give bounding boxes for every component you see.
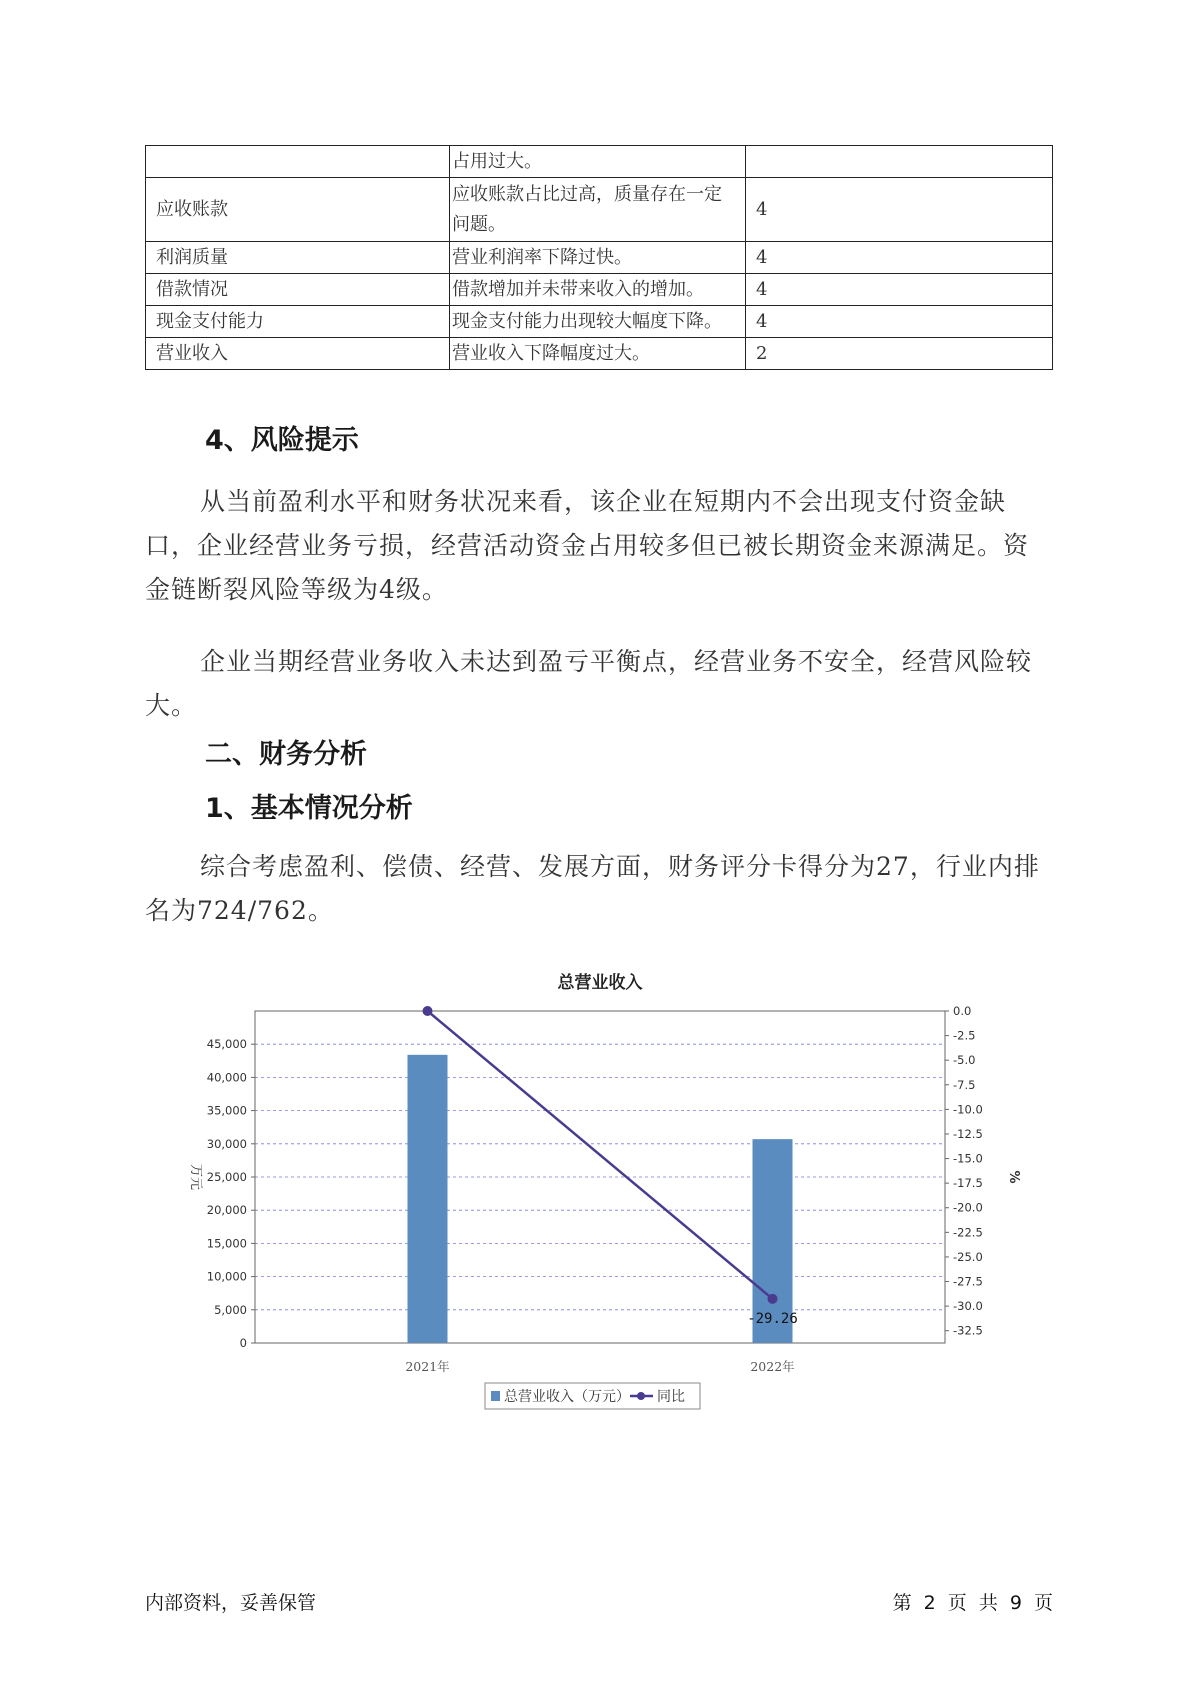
y-tick-label: 0 bbox=[239, 1336, 247, 1350]
risk-item-name bbox=[146, 146, 450, 178]
y2-tick-label: -30.0 bbox=[953, 1299, 983, 1314]
basic-analysis-heading: 1、基本情况分析 bbox=[205, 793, 413, 824]
legend-bar-swatch bbox=[491, 1391, 500, 1401]
yoy-line bbox=[428, 1011, 773, 1299]
yoy-data-label: -29.26 bbox=[747, 1310, 798, 1327]
footer-confidential: 内部资料，妥善保管 bbox=[145, 1592, 317, 1614]
y-tick-label: 10,000 bbox=[206, 1269, 247, 1284]
y-tick-label: 40,000 bbox=[206, 1070, 247, 1085]
risk-heading: 4、风险提示 bbox=[205, 425, 359, 456]
risk-item-description: 营业收入下降幅度过大。 bbox=[450, 338, 746, 370]
legend-line-marker bbox=[637, 1392, 645, 1400]
risk-item-score: 4 bbox=[746, 274, 1053, 306]
risk-table-row bbox=[146, 146, 1053, 178]
y2-tick-label: -17.5 bbox=[953, 1176, 983, 1191]
risk-table-row bbox=[146, 338, 1053, 370]
risk-paragraph-1: 从当前盈利水平和财务状况来看，该企业在短期内不会出现支付资金缺口，企业经营业务亏损，经营活动资金占用较多但已被长期资金来源满足。资金链断裂风险等级为4级。 bbox=[145, 487, 1030, 604]
y2-tick-label: -5.0 bbox=[953, 1053, 976, 1068]
financial-analysis-heading: 二、财务分析 bbox=[205, 739, 367, 770]
legend-line-label: 同比 bbox=[657, 1389, 685, 1405]
y2-tick-label: -12.5 bbox=[953, 1126, 983, 1141]
risk-item-score: 4 bbox=[746, 306, 1053, 338]
y-tick-label: 30,000 bbox=[206, 1136, 247, 1151]
risk-item-name: 借款情况 bbox=[146, 274, 450, 306]
risk-item-description: 借款增加并未带来收入的增加。 bbox=[450, 274, 746, 306]
y-tick-label: 15,000 bbox=[206, 1236, 247, 1251]
y2-tick-label: -32.5 bbox=[953, 1323, 983, 1338]
legend-bar-label: 总营业收入（万元） bbox=[504, 1389, 630, 1405]
x-tick-label: 2021年 bbox=[405, 1359, 450, 1374]
y-axis-label: 万元 bbox=[188, 1163, 203, 1191]
risk-item-description: 现金支付能力出现较大幅度下降。 bbox=[450, 306, 746, 338]
risk-item-score: 2 bbox=[746, 338, 1053, 370]
revenue-bar bbox=[408, 1055, 448, 1343]
risk-item-description: 占用过大。 bbox=[450, 146, 746, 178]
y2-tick-label: -20.0 bbox=[953, 1200, 983, 1215]
footer-page-number: 第 2 页 共 9 页 bbox=[892, 1592, 1053, 1614]
y-tick-label: 45,000 bbox=[206, 1037, 247, 1052]
y2-tick-label: -22.5 bbox=[953, 1225, 983, 1240]
yoy-point bbox=[768, 1294, 778, 1304]
risk-item-score bbox=[746, 146, 1053, 178]
risk-paragraph-2: 企业当期经营业务收入未达到盈亏平衡点，经营业务不安全，经营风险较大。 bbox=[145, 647, 1033, 720]
risk-table-row bbox=[146, 274, 1053, 306]
y-tick-label: 35,000 bbox=[206, 1103, 247, 1118]
y2-axis-label: % bbox=[1006, 1170, 1021, 1184]
yoy-point bbox=[423, 1006, 433, 1016]
risk-item-name: 营业收入 bbox=[146, 338, 450, 370]
y2-tick-label: -27.5 bbox=[953, 1274, 983, 1289]
y-tick-label: 20,000 bbox=[206, 1203, 247, 1218]
y-tick-label: 25,000 bbox=[206, 1170, 247, 1184]
risk-item-score: 4 bbox=[746, 178, 1053, 242]
risk-table bbox=[145, 145, 1053, 370]
basic-analysis-paragraph: 综合考虑盈利、偿债、经营、发展方面，财务评分卡得分为27，行业内排名为724/762。 bbox=[145, 852, 1040, 925]
y2-tick-label: 0.0 bbox=[953, 1004, 972, 1018]
risk-item-description: 营业利润率下降过快。 bbox=[450, 242, 746, 274]
risk-table-row bbox=[146, 178, 1053, 242]
x-tick-label: 2022年 bbox=[750, 1359, 795, 1374]
y2-tick-label: -10.0 bbox=[953, 1102, 983, 1117]
risk-item-name: 现金支付能力 bbox=[146, 306, 450, 338]
y2-tick-label: -25.0 bbox=[953, 1249, 983, 1264]
risk-item-score: 4 bbox=[746, 242, 1053, 274]
y-tick-label: 5,000 bbox=[214, 1302, 247, 1317]
risk-table-row bbox=[146, 306, 1053, 338]
chart-title: 总营业收入 bbox=[557, 973, 643, 993]
risk-item-name: 应收账款 bbox=[146, 178, 450, 242]
y2-tick-label: -7.5 bbox=[953, 1077, 976, 1092]
revenue-chart bbox=[170, 958, 1050, 1418]
risk-item-description: 应收账款占比过高，质量存在一定问题。 bbox=[450, 178, 746, 242]
risk-table-row bbox=[146, 242, 1053, 274]
y2-tick-label: -2.5 bbox=[953, 1028, 976, 1043]
y2-tick-label: -15.0 bbox=[953, 1151, 983, 1166]
risk-item-name: 利润质量 bbox=[146, 242, 450, 274]
